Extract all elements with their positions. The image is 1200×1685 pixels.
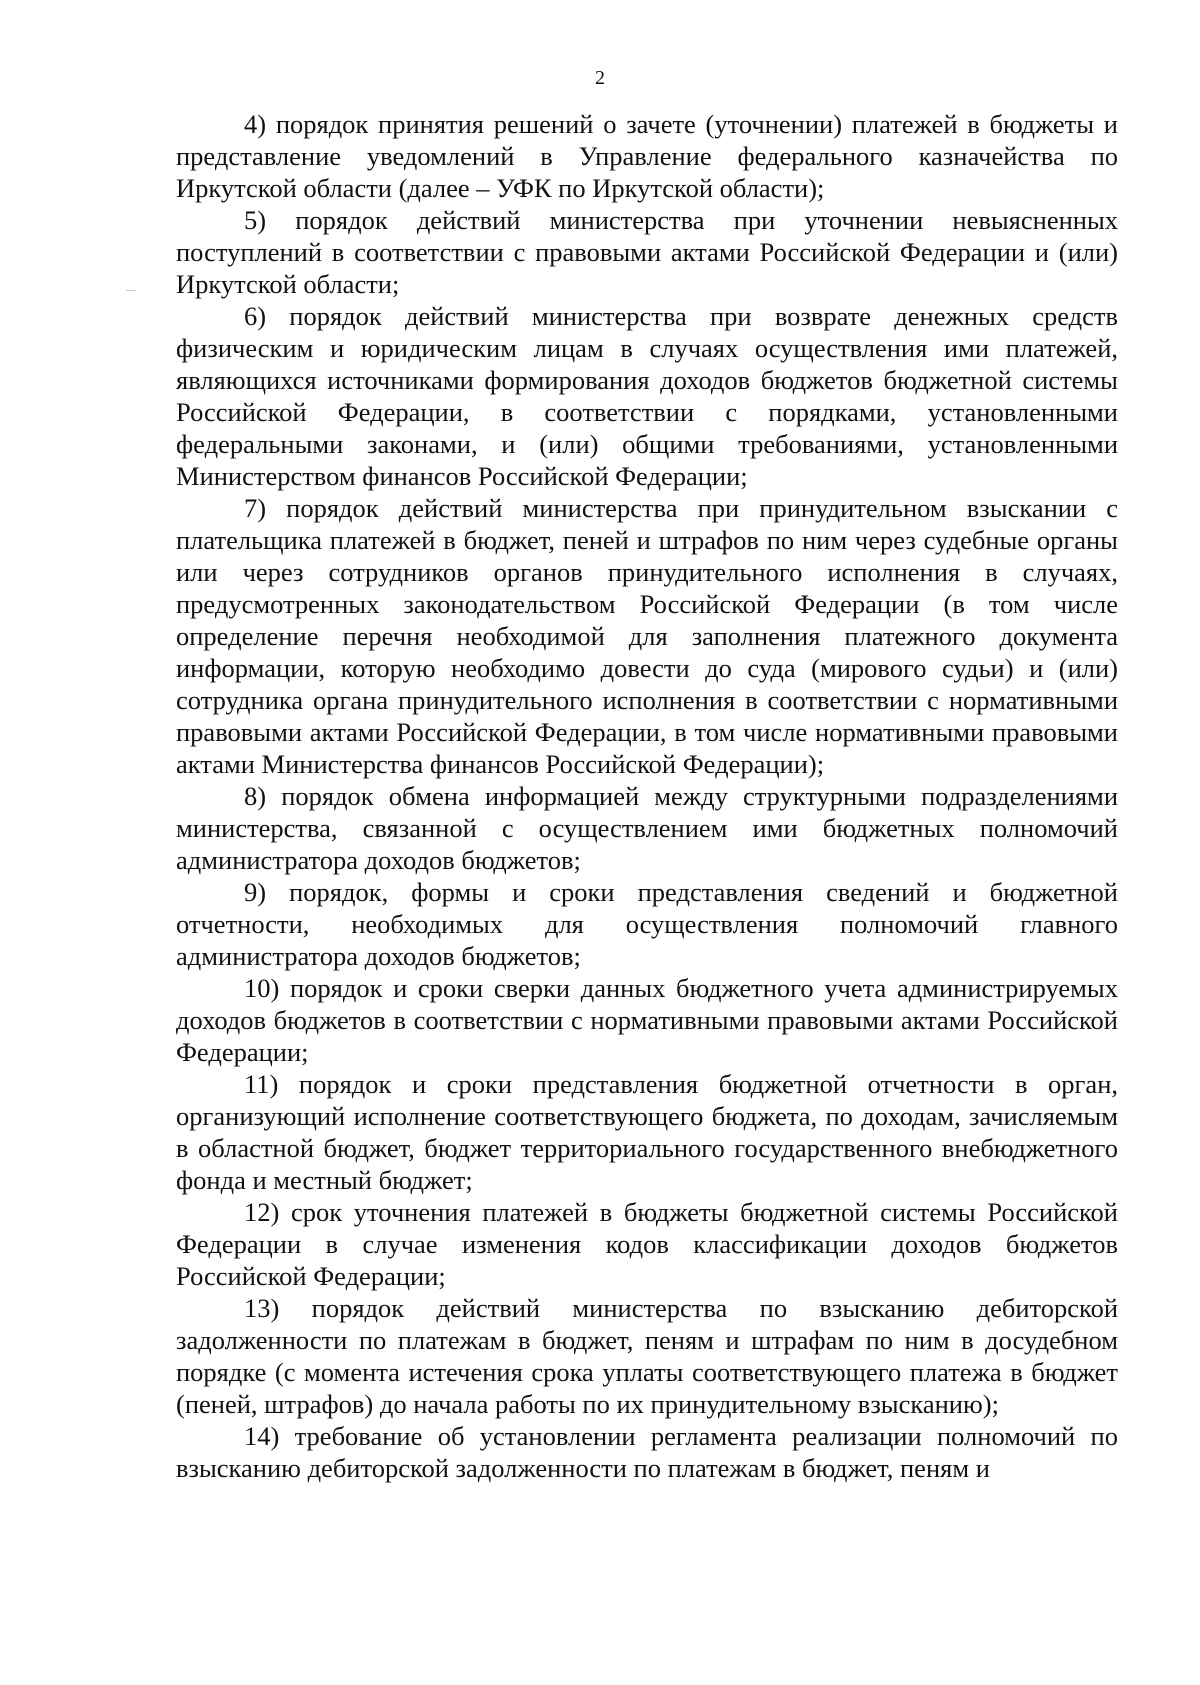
list-item-4: 4) порядок принятия решений о зачете (уточнении) платежей в бюджеты и представление уведомлений в Управление федерального казначейства по Иркутской области (далее – УФК по Иркутской области); [176, 109, 1118, 203]
list-item-5: 5) порядок действий министерства при уточнении невыясненных поступлений в соответствии с правовыми актами Российской Федерации и (или) Иркутской области; [176, 205, 1118, 299]
page-number: 2 [595, 67, 605, 89]
document-body [176, 108, 1118, 1484]
list-item-10: 10) порядок и сроки сверки данных бюджетного учета администрируемых доходов бюджетов в соответствии с нормативными правовыми актами Российской Федерации; [176, 973, 1118, 1067]
list-item-13: 13) порядок действий министерства по взысканию дебиторской задолженности по платежам в бюджет, пеням и штрафам по ним в досудебном порядке (с момента истечения срока уплаты соответствующего платежа в бюджет (пеней, штрафов) до начала работы по их принудительному взысканию); [176, 1293, 1118, 1419]
list-item-12: 12) срок уточнения платежей в бюджеты бюджетной системы Российской Федерации в случае изменения кодов классификации доходов бюджетов Российской Федерации; [176, 1197, 1118, 1291]
list-item-14: 14) требование об установлении регламента реализации полномочий по взысканию дебиторской задолженности по платежам в бюджет, пеням и [176, 1421, 1118, 1483]
list-item-9: 9) порядок, формы и сроки представления сведений и бюджетной отчетности, необходимых для осуществления полномочий главного администратора доходов бюджетов; [176, 877, 1118, 971]
list-item-7: 7) порядок действий министерства при принудительном взыскании с плательщика платежей в бюджет, пеней и штрафов по ним через судебные органы или через сотрудников органов принудительного исполнения в случаях, предусмотренных законодательством Российской Федерации (в том числе определение перечня необходимой для заполнения платежного документа информации, которую необходимо довести до суда (мирового судьи) и (или) сотрудника органа принудительного исполнения в соответствии с нормативными правовыми актами Российской Федерации, в том числе нормативными правовыми актами Министерства финансов Российской Федерации); [176, 493, 1118, 779]
list-item-6: 6) порядок действий министерства при возврате денежных средств физическим и юридическим лицам в случаях осуществления ими платежей, являющихся источниками формирования доходов бюджетов бюджетной системы Российской Федерации, в соответствии с порядками, установленными федеральными законами, и (или) общими требованиями, установленными Министерством финансов Российской Федерации; [176, 301, 1118, 491]
list-item-11: 11) порядок и сроки представления бюджетной отчетности в орган, организующий исполнение соответствующего бюджета, по доходам, зачисляемым в областной бюджет, бюджет территориального государственного внебюджетного фонда и местный бюджет; [176, 1069, 1118, 1195]
list-item-8: 8) порядок обмена информацией между структурными подразделениями министерства, связанной с осуществлением ими бюджетных полномочий администратора доходов бюджетов; [176, 781, 1118, 875]
scan-artifact [126, 290, 136, 291]
